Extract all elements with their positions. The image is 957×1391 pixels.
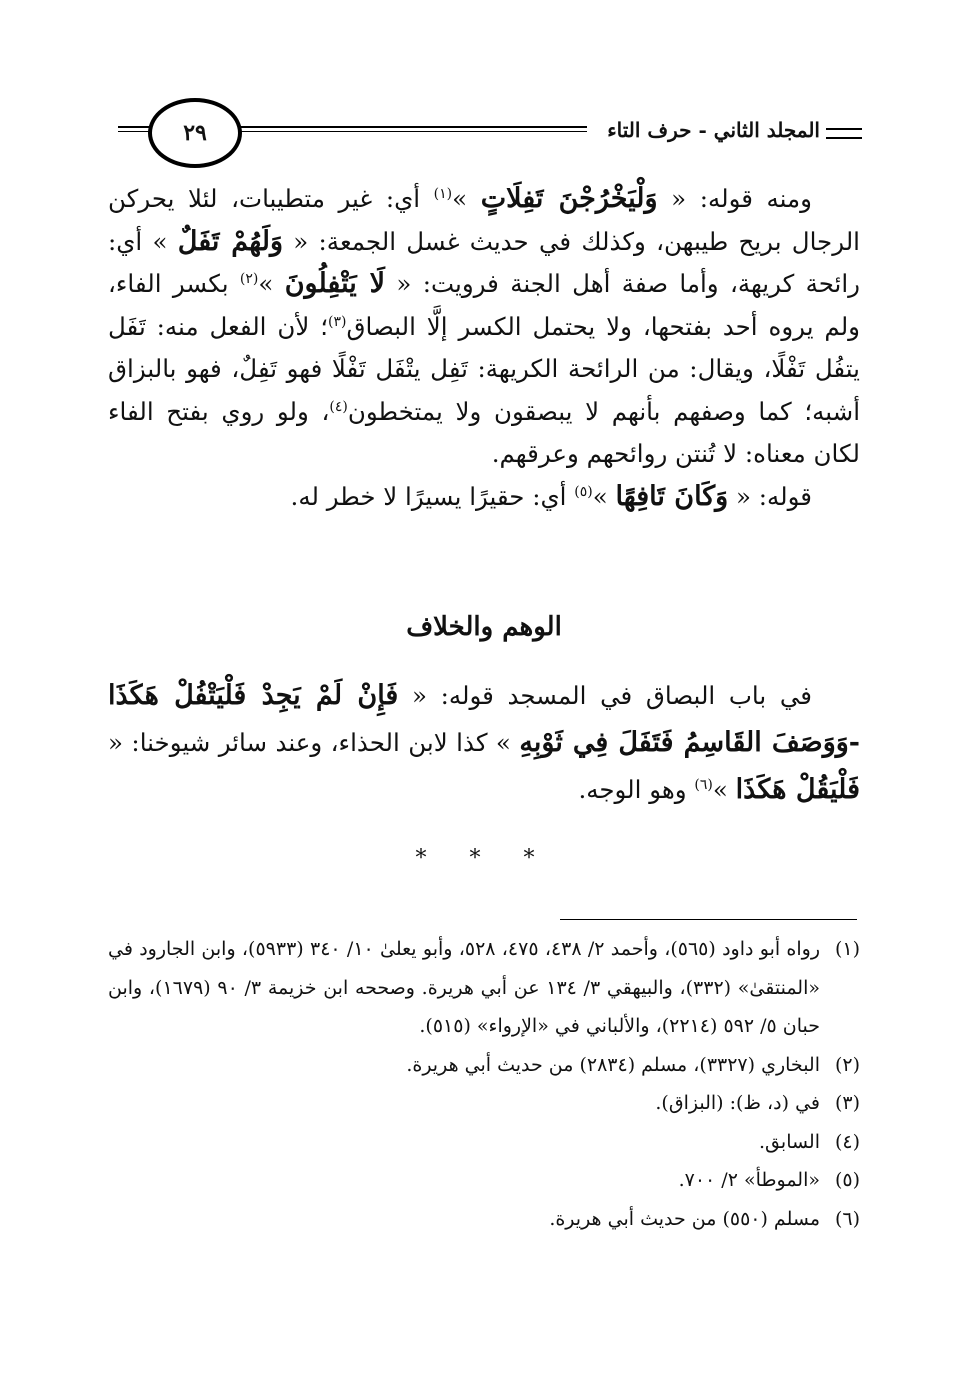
paragraph-1: ومنه قوله: « وَلْيَخْرُجْنَ تَفِلَاتٍ »$^{(١)}$ أي: غير متطيبات، لئلا يحركن الرجال بريح طيبهن، وكذلك في حديث غسل الجمعة: « وَلَهُمْ تَفَلٌ » أي: رائحة كريهة، وأما صفة أهل الجنة فرويت: « لَا يَتْفِلُونَ »$^{(٢)}$ بكسر الفاء، ولم يروه أحد بفتحها، ولا يحتمل الكسر إلَّا البصاق$^{(٣)}$؛ لأن الفعل منه: تَفَل يتفُل تَفْلًا، ويقال: من الرائحة الكريهة: تَفِل يتْفَل تَفْلًا فهو تَفِلٌ، فهو بالبزاق أشبه؛ كما وصفهم بأنهم لا يبصقون ولا يمتخطون$^{(٤)}$، ولو روي بفتح الفاء لكان معناه: لا تُنتن روائحهم وعرقهم.	[108, 183, 860, 468]
footnote-number: (٥)	[834, 1169, 860, 1191]
footnote-number: (٢)	[834, 1053, 860, 1076]
footnote-number: (١)	[834, 938, 860, 960]
footnote-text: مسلم (٥٥٠) من حديث أبي هريرة.	[549, 1207, 820, 1230]
hadith-quote: لَا يَتْفِلُونَ	[284, 268, 386, 299]
header-rule-thin	[222, 131, 587, 132]
header-rule	[222, 126, 587, 128]
footnote-text: «الموطأ» ٢/ ٧٠٠.	[678, 1169, 820, 1191]
footnote-ref[interactable]: (٥)	[574, 483, 593, 500]
main-text	[108, 178, 860, 518]
footnote-number: (٤)	[834, 1130, 860, 1153]
footnote-item	[108, 1084, 860, 1123]
footnote-number: (٣)	[834, 1092, 860, 1114]
footnote-item	[108, 1046, 860, 1085]
hadith-quote: وَلْيَخْرُجْنَ تَفِلَاتٍ	[480, 183, 658, 214]
hadith-quote: وَلَهُمْ تَفَلٌ	[177, 225, 283, 257]
section-separator: * * *	[415, 846, 553, 871]
footnote-ref[interactable]: (٦)	[694, 776, 713, 793]
footnote-text: في (د، ظ): (البزاق).	[655, 1092, 820, 1114]
footnote-text: السابق.	[759, 1130, 820, 1153]
footnote-item	[108, 1123, 860, 1162]
hadith-quote: فَإِنْ لَمْ يَجِدْ فَلْيَتْفُلْ هَكَذَا -وَوَصَفَ القَاسِمُ فَتَفَلَ فِي ثَوْبِهِ	[108, 680, 860, 758]
footnote-ref[interactable]: (٣)	[328, 313, 347, 330]
main-text-2	[108, 672, 860, 813]
footnote-item	[108, 1161, 860, 1200]
footnote-item	[108, 1200, 860, 1239]
footnote-ref[interactable]: (٢)	[239, 270, 259, 287]
page-header	[110, 96, 862, 166]
footnote-text: البخاري (٣٣٢٧)، مسلم (٢٨٣٤) من حديث أبي هريرة.	[406, 1053, 820, 1076]
running-title: المجلد الثاني - حرف التاء	[607, 118, 862, 142]
hadith-quote: فَلْيَقُلْ هَكَذَا	[735, 774, 860, 805]
footnote-ref[interactable]: (٤)	[329, 398, 348, 415]
hadith-quote: وَكَانَ تَافِهًا	[615, 480, 729, 512]
page-number: ٢٩	[148, 98, 242, 168]
footnote-number: (٦)	[834, 1207, 860, 1230]
section-heading: الوهم والخلاف	[406, 612, 562, 642]
footnote-item	[108, 930, 860, 1046]
footnote-divider	[560, 919, 857, 920]
footnote-text: رواه أبو داود (٥٦٥)، وأحمد ٢/ ٤٣٨، ٤٧٥، ٥٢٨، وأبو يعلىٰ ١٠/ ٣٤٠ (٥٩٣٣)، وابن الجارود في «المنتقىٰ» (٣٣٢)، والبيهقي ٣/ ١٣٤ عن أبي هريرة. وصححه ابن خزيمة ٣/ ٩٠ (١٦٧٩)، وابن حبان ٥/ ٥٩٢ (٢٢١٤)، والألباني في «الإرواء» (٥١٥).	[108, 938, 820, 1037]
footnotes	[108, 930, 860, 1238]
paragraph-3: في باب البصاق في المسجد قوله: « فَإِنْ لَمْ يَجِدْ فَلْيَتْفُلْ هَكَذَا -وَوَصَفَ القَاسِمُ فَتَفَلَ فِي ثَوْبِهِ » كذا لابن الحذاء، وعند سائر شيوخنا: « فَلْيَقُلْ هَكَذَا »$^{(٦)}$ وهو الوجه.	[108, 680, 860, 805]
paragraph-2: قوله: « وَكَانَ تَافِهًا »$^{(٥)}$ أي: حقيرًا يسيرًا لا خطر له.	[290, 480, 812, 512]
footnote-ref[interactable]: (١)	[433, 185, 453, 202]
